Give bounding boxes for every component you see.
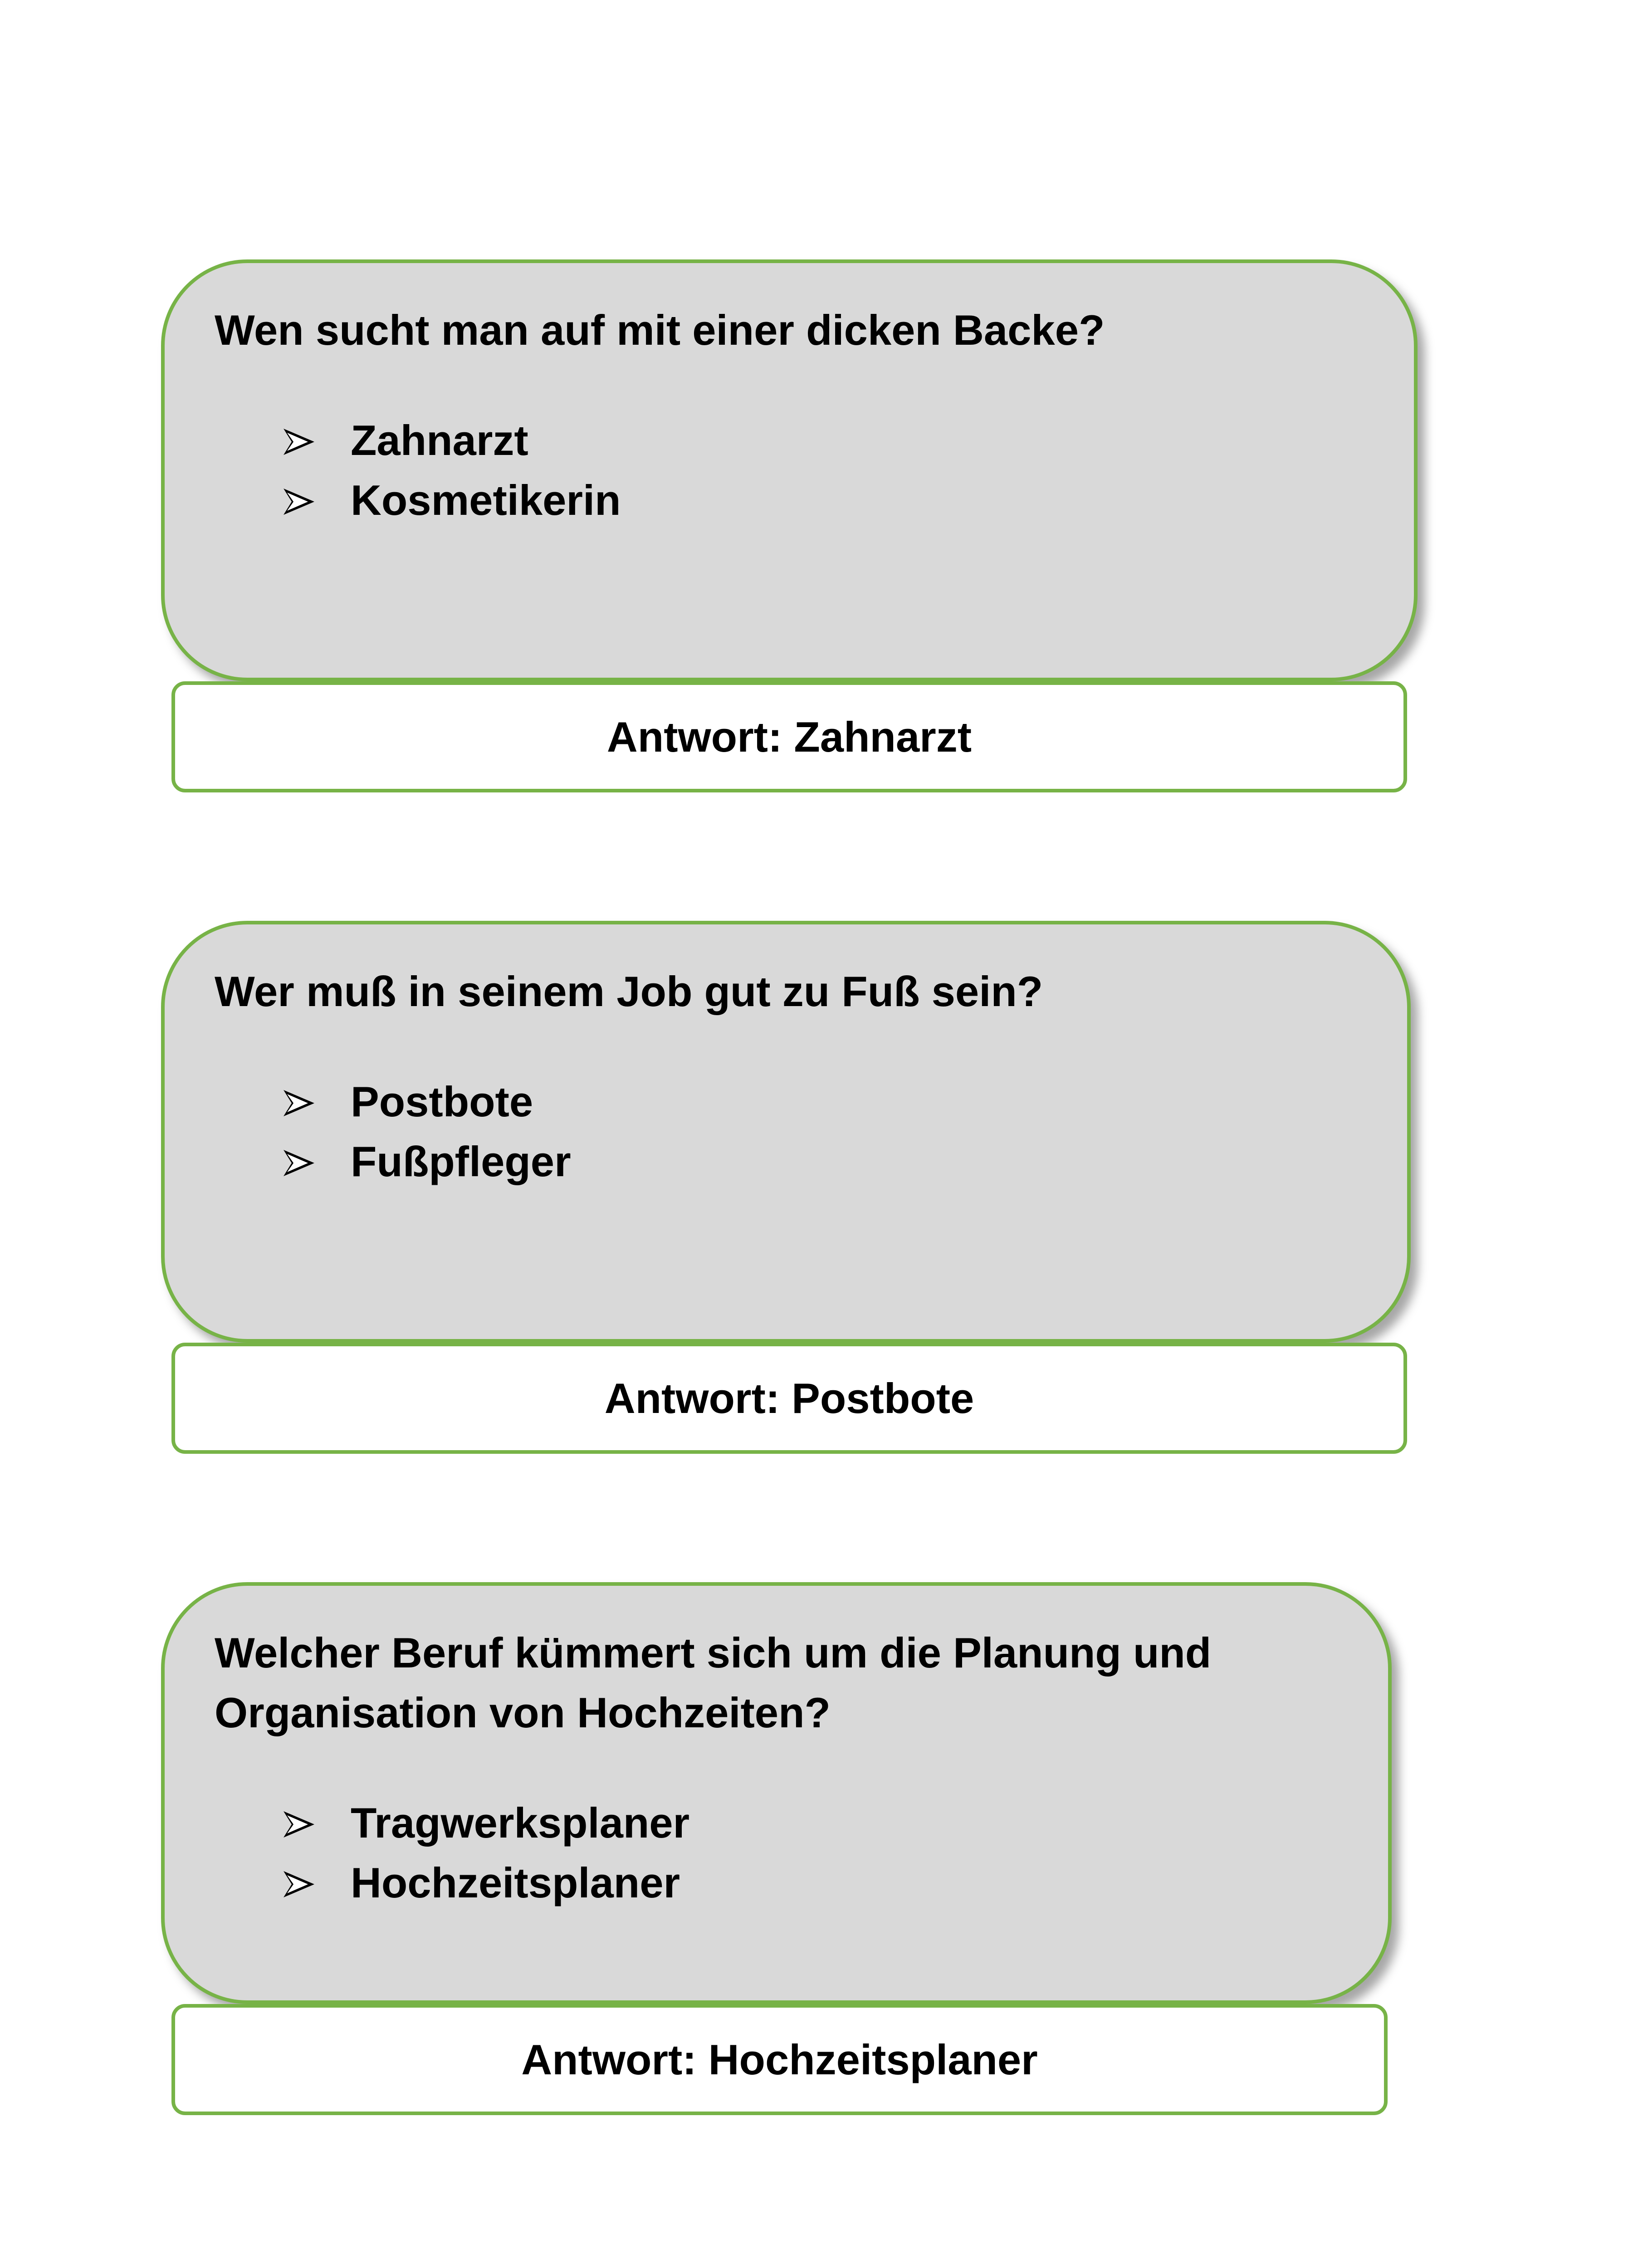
arrow-bullet-icon: [283, 428, 315, 456]
answer-text: Antwort: Hochzeitsplaner: [521, 2035, 1038, 2083]
answer-box-1: [171, 681, 1407, 792]
answer-text: Antwort: Postbote: [604, 1374, 974, 1422]
arrow-bullet-icon: [283, 1810, 315, 1838]
question-card-2: [161, 921, 1411, 1343]
option-item: [283, 1132, 571, 1192]
option-label: Postbote: [351, 1078, 533, 1125]
question-text: Wer muß in seinem Job gut zu Fuß sein?: [215, 968, 1043, 1015]
option-label: Hochzeitsplaner: [351, 1859, 680, 1906]
options-list: [283, 1793, 689, 1913]
arrow-bullet-icon: [283, 1089, 315, 1117]
option-item: [283, 411, 621, 470]
arrow-bullet-icon: [283, 1870, 315, 1898]
option-label: Fußpfleger: [351, 1138, 571, 1185]
arrow-bullet-icon: [283, 1149, 315, 1177]
option-item: [283, 470, 621, 530]
option-item: [283, 1853, 689, 1913]
question-text: Wen sucht man auf mit einer dicken Backe?: [215, 306, 1105, 354]
option-label: Zahnarzt: [351, 416, 528, 464]
question-text: Welcher Beruf kümmert sich um die Planung und Organisation von Hochzeiten?: [215, 1629, 1212, 1736]
answer-text: Antwort: Zahnarzt: [606, 713, 972, 761]
options-list: [283, 1072, 571, 1192]
option-item: [283, 1072, 571, 1132]
question-card-3: [161, 1582, 1392, 2004]
arrow-bullet-icon: [283, 488, 315, 516]
option-item: [283, 1793, 689, 1853]
question-card-1: [161, 259, 1418, 681]
option-label: Kosmetikerin: [351, 476, 621, 524]
answer-box-3: [171, 2004, 1388, 2115]
option-label: Tragwerksplaner: [351, 1799, 690, 1847]
options-list: [283, 411, 621, 530]
answer-box-2: [171, 1343, 1407, 1454]
